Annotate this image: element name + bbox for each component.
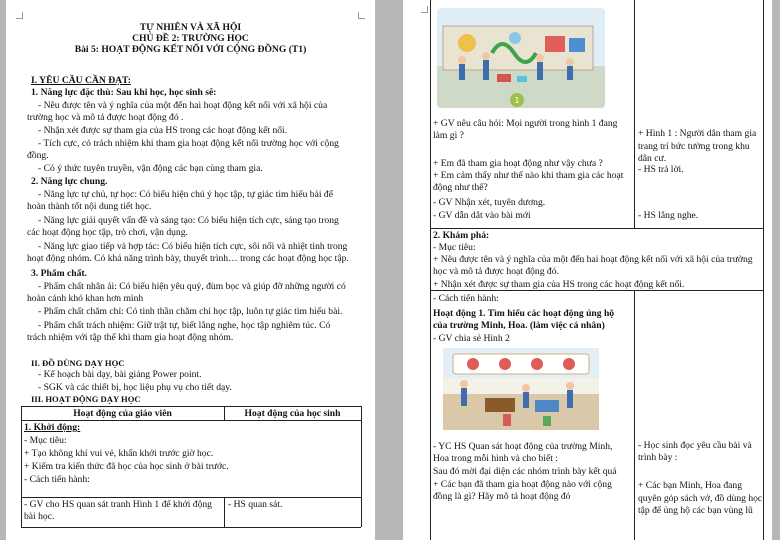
cell-text: + Kiểm tra kiến thức đã học của học sinh ở bài trước.: [24, 461, 229, 472]
row-heading: 2. Khám phá:: [433, 230, 490, 241]
body-text: - Có ý thức tuyên truyền, vận động các bạn cùng tham gia.: [38, 163, 263, 174]
body-text: - Phẩm chất nhân ái: Có biểu hiện yêu quý, đùm bọc và giúp đỡ những người có: [38, 281, 346, 292]
cell-text: trình bày :: [638, 452, 678, 463]
subsection-heading: 3. Phẩm chất.: [31, 268, 87, 279]
body-text: các hoạt động học tập, trò chơi, vận dụng.: [27, 227, 188, 238]
page-corner-mark: [358, 12, 365, 19]
activity-heading: Hoạt động 1. Tìm hiểu các hoạt động ủng hộ: [433, 308, 615, 319]
subsection-heading: 2. Năng lực chung.: [31, 176, 108, 187]
cell-text: + Em đã tham gia hoạt động như vậy chưa ?: [433, 158, 603, 169]
section-heading: I. YÊU CẦU CẦN ĐẠT:: [31, 75, 131, 86]
figure-2-donation-activity: [443, 348, 599, 430]
cell-text: - HS quan sát.: [228, 499, 283, 510]
cell-text: làm gì ?: [433, 130, 464, 141]
table-header-teacher: Hoạt động của giáo viên: [73, 408, 172, 419]
subsection-heading: 1. Năng lực đặc thù: Sau khi học, học sinh sẽ:: [31, 87, 217, 98]
figure-1-illustration: [437, 8, 605, 108]
subject-title: TỰ NHIÊN VÀ XÃ HỘI: [139, 22, 242, 33]
body-text: - Tích cực, có trách nhiệm khi tham gia hoạt động kết nối trường học với cộng: [38, 138, 339, 149]
page-corner-mark: [421, 6, 428, 13]
cell-text: - GV chia sẻ Hình 2: [433, 333, 510, 344]
topic-title: CHỦ ĐỀ 2: TRƯỜNG HỌC: [132, 33, 249, 44]
cell-text: - GV Nhận xét, tuyên dương.: [433, 197, 546, 208]
table-border: [430, 228, 763, 229]
cell-text: Sau đó mời đại diện các nhóm trình bày kết quả: [433, 466, 617, 477]
body-text: - Phẩm chất chăm chỉ: Có tinh thần chăm chỉ học tập, luôn tự giác tìm hiểu bài.: [38, 306, 343, 317]
cell-text: Hoa trong mỗi hình và cho biết :: [433, 453, 558, 464]
cell-text: + Tạo không khí vui vẻ, khấn khởi trước giờ học.: [24, 448, 214, 459]
cell-text: + Hình 1 : Người dân tham gia: [638, 128, 757, 139]
table-border: [21, 420, 361, 421]
body-text: - Nêu được tên và ý nghĩa của một đến hai hoạt động kết nối với xã hội của: [38, 100, 328, 111]
document-page-1: [6, 0, 375, 540]
body-text: - Năng lực giải quyết vấn đề và sáng tạo: Có biểu hiện tích cực, sáng tạo trong: [38, 215, 339, 226]
table-border: [21, 497, 361, 498]
body-text: trường học và mô tả được hoạt động đó .: [27, 112, 184, 123]
table-border: [634, 290, 635, 540]
table-border: [430, 0, 431, 540]
figure-1-number: 1: [514, 96, 520, 105]
cell-text: học và mô tả được hoạt động đó.: [433, 266, 559, 277]
body-text: trách nhiệm với tập thể khi tham gia hoạt động nhóm.: [27, 332, 234, 343]
table-border: [21, 527, 361, 528]
body-text: đồng.: [27, 150, 49, 161]
cell-text: trang trí bức tường trong khu: [638, 141, 750, 152]
cell-text: - YC HS Quan sát hoạt động của trường Minh,: [433, 441, 613, 452]
body-text: - Phẩm chất trách nhiệm: Giữ trật tự, biết lắng nghe, học tập nghiêm túc. Có: [38, 320, 331, 331]
cell-text: - Học sinh đọc yêu cầu bài và: [638, 440, 752, 451]
cell-text: + Nhận xét được sự tham gia của HS trong các hoạt động kết nối.: [433, 279, 685, 290]
cell-text: - Mục tiêu:: [433, 242, 476, 253]
activity-heading: của trường Minh, Hoa. (làm việc cá nhân): [433, 320, 605, 331]
cell-text: + GV nêu câu hỏi: Mọi người trong hình 1 đang: [433, 118, 618, 129]
row-heading: 1. Khởi động:: [24, 422, 81, 433]
cell-text: bài học.: [24, 511, 55, 522]
cell-text: + Em cảm thấy như thế nào khi tham gia các hoạt: [433, 170, 624, 181]
table-border: [763, 0, 764, 540]
cell-text: - Mục tiêu:: [24, 435, 67, 446]
cell-text: - Cách tiến hành:: [433, 293, 499, 304]
page-corner-mark: [16, 12, 23, 19]
cell-text: - HS trả lời.: [638, 164, 684, 175]
cell-text: đồng là gì? Hãy mô tả hoạt động đó: [433, 491, 571, 502]
table-border: [361, 406, 362, 527]
cell-text: dân cư.: [638, 153, 667, 164]
document-page-2: [403, 0, 772, 540]
table-border: [224, 497, 225, 527]
table-border: [634, 0, 635, 228]
figure-1-community-wall-painting: [437, 8, 605, 108]
cell-text: + Các bạn Minh, Hoa đang: [638, 480, 742, 491]
body-text: - Năng lực tự chủ, tự học: Có biểu hiện chú ý học tập, tự giác tìm hiểu bài để: [38, 189, 333, 200]
body-text: hoạt động nhóm. Có khả năng trình bày, thuyết trình… trong các hoạt động học tập.: [27, 253, 349, 264]
cell-text: + Các bạn đã tham gia hoạt động nào với cộng: [433, 479, 612, 490]
table-border: [21, 406, 22, 527]
body-text: hoàn cảnh khó khan hơn mình: [27, 293, 144, 304]
body-text: - Năng lực giao tiếp và hợp tác: Có biểu hiện tích cực, sôi nổi và nhiệt tình trong: [38, 241, 348, 252]
cell-text: + Nêu được tên và ý nghĩa của một đến hai hoạt động kết nối với xã hội của trường: [433, 254, 753, 265]
lesson-title: Bài 5: HOẠT ĐỘNG KẾT NỐI VỚI CỘNG ĐỒNG (T1): [74, 44, 307, 55]
cell-text: động như thế?: [433, 182, 488, 193]
body-text: - Kế hoạch bài dạy, bài giảng Power point.: [38, 369, 202, 380]
table-header-student: Hoạt động của học sinh: [244, 408, 341, 419]
cell-text: quyên góp sách vở, đồ dùng học: [638, 493, 763, 504]
cell-text: - GV cho HS quan sát tranh Hình 1 để khởi động: [24, 499, 212, 510]
section-heading: III. HOẠT ĐỘNG DẠY HỌC: [31, 394, 141, 404]
body-text: - Nhận xét được sự tham gia của HS trong các hoạt động kết nối.: [38, 125, 288, 136]
body-text: hoàn thành tốt nội dung tiết học.: [27, 201, 152, 212]
table-border: [21, 406, 361, 407]
cell-text: tập để ủng hộ các bạn vùng lũ: [638, 505, 753, 516]
section-heading: II. ĐỒ DÙNG DẠY HỌC: [31, 358, 125, 368]
cell-text: - Cách tiến hành:: [24, 474, 90, 485]
cell-text: - HS lắng nghe.: [638, 210, 699, 221]
body-text: - SGK và các thiết bị, học liệu phụ vụ cho tiết dạy.: [38, 382, 232, 393]
cell-text: - GV dẫn dắt vào bài mới: [433, 210, 531, 221]
figure-2-illustration: [443, 348, 599, 430]
